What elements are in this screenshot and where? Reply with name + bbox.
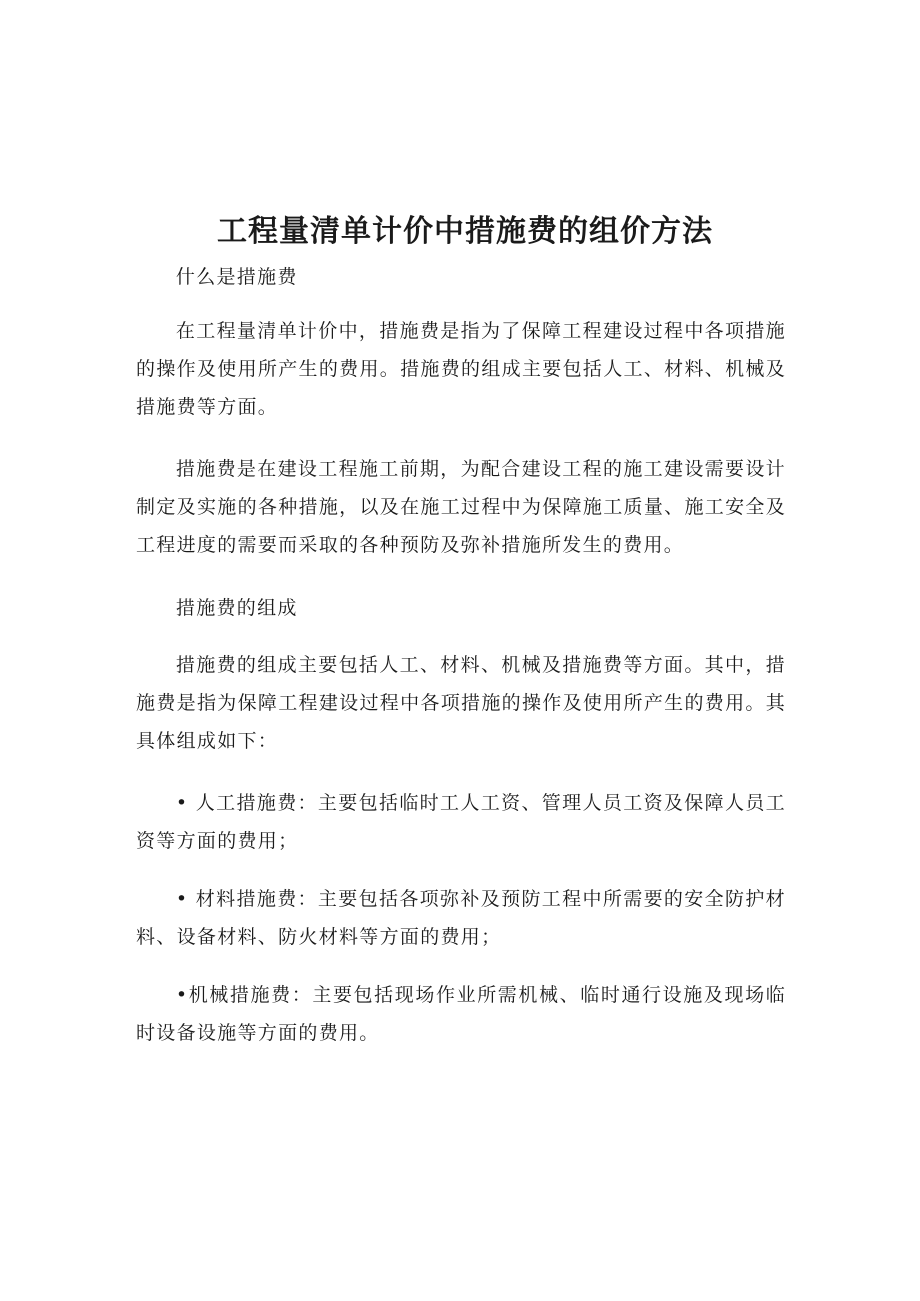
list-item-machinery: •机械措施费：主要包括现场作业所需机械、临时通行设施及现场临时设备设施等方面的费用。 <box>136 984 786 1044</box>
paragraph-definition: 在工程量清单计价中，措施费是指为了保障工程建设过程中各项措施的操作及使用所产生的费用。措施费的组成主要包括人工、材料、机械及措施费等方面。 <box>136 320 786 418</box>
list-item-material: • 材料措施费：主要包括各项弥补及预防工程中所需要的安全防护材料、设备材料、防火材料等方面的费用； <box>136 888 786 948</box>
document-title: 工程量清单计价中措施费的组价方法 <box>217 214 713 249</box>
heading-composition: 措施费的组成 <box>175 597 298 619</box>
paragraph-description: 措施费是在建设工程施工前期，为配合建设工程的施工建设需要设计制定及实施的各种措施，以及在施工过程中为保障施工质量、施工安全及工程进度的需要而采取的各种预防及弥补措施所发生的费用。 <box>136 458 786 556</box>
heading-what-is-measure-fee: 什么是措施费 <box>175 266 298 288</box>
paragraph-composition: 措施费的组成主要包括人工、材料、机械及措施费等方面。其中，措施费是指为保障工程建设过程中各项措施的操作及使用所产生的费用。其具体组成如下： <box>136 654 786 752</box>
list-item-labor: • 人工措施费：主要包括临时工人工资、管理人员工资及保障人员工资等方面的费用； <box>136 792 786 852</box>
